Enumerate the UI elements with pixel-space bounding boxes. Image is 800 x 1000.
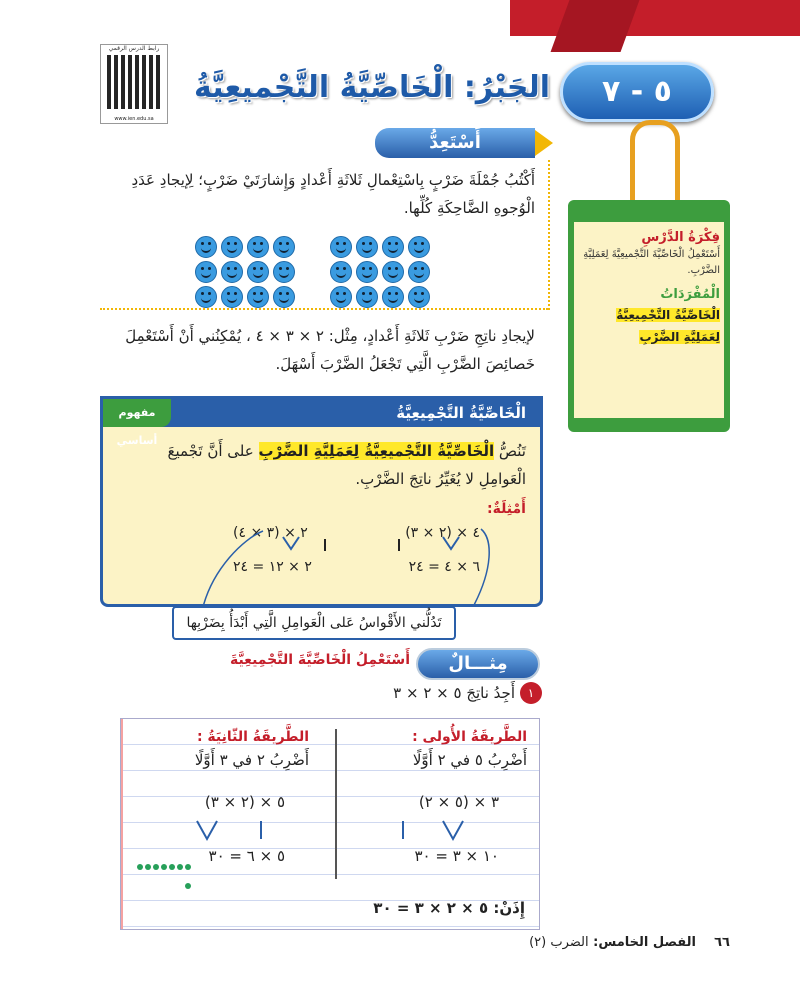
smiley-icon	[273, 261, 295, 283]
smiley-icon	[221, 261, 243, 283]
idea-text: أَسْتَعْمِلُ الْخَاصِّيَّةَ التَّجْميعِيَّةَ لِعَمَلِيَّةِ الضَّرْبِ.	[583, 249, 720, 276]
smiley-icon	[273, 236, 295, 258]
example-subtitle: أَسْتَعْمِلُ الْخَاصِّيَّةَ التَّجْمِيعِيَّةَ	[229, 652, 410, 668]
page-title: الجَبْرُ: الْخَاصِّيَّةُ التَّجْميعِيَّةُ	[194, 70, 550, 105]
smiley-icon	[273, 286, 295, 308]
prepare-text: أَكْتُبُ جُمْلَةَ ضَرْبٍ بِاسْتِعْمالِ ثَلاثَةِ أَعْدادٍ وَإِشارَتَيْ ضَرْبٍ؛ لِإيجادِ عَدَدِ الْوُجوهِ الضَّاحِكَةِ كُلِّها.	[131, 171, 535, 217]
chapter-name: الضرب (٢)	[529, 935, 589, 950]
prepare-heading: أَسْتَعِدُّ	[375, 128, 535, 158]
qr-caption: رابط الدرس الرقمي	[108, 45, 160, 52]
solution-notebook	[120, 718, 540, 930]
page-number: ٦٦	[714, 935, 730, 950]
section-divider	[100, 308, 548, 310]
solution-arrows	[121, 719, 539, 929]
smiley-icon	[356, 286, 378, 308]
vocab-term-2: لِعَمَلِيَّةِ الضَّرْبِ	[639, 330, 720, 344]
smiley-icon	[221, 286, 243, 308]
smiley-icon	[382, 236, 404, 258]
example-question: أَجِدُ ناتِجَ ٥ × ٢ × ٣	[393, 684, 515, 702]
smiley-icon	[382, 286, 404, 308]
smiley-icon	[247, 286, 269, 308]
smiley-icon	[247, 236, 269, 258]
smiley-icon	[408, 236, 430, 258]
smiley-icon	[195, 261, 217, 283]
conclusion: إِذَنْ: ٥ × ٢ × ٣ = ٣٠	[373, 899, 525, 917]
qr-code-icon	[107, 55, 161, 109]
key-concept-box	[100, 396, 543, 607]
concept-title: الْخَاصِّيَّةُ التَّجْمِيعِيَّةُ	[103, 399, 540, 427]
intro-text: لإيجادِ ناتِجِ ضَرْبِ ثَلاثَةِ أَعْدادٍ، مِثْل: ٢ × ٣ × ٤ ، يُمْكِنُني أَنْ أَسْتَعْمِلَ خَصائِصَ الضَّرْبِ الَّتِي تَجْعَلُ الضَّرْبَ أَسْهَلَ.	[125, 327, 535, 373]
faces-group-1	[195, 236, 295, 308]
method-2-expression: ٥ × (٢ × ٣)	[204, 793, 285, 811]
lesson-number-badge: ٥ - ٧	[560, 62, 714, 122]
top-ribbon	[510, 0, 800, 36]
concept-example-1: (٢ × ٣) × ٤	[405, 525, 480, 541]
parentheses-callout: تَدُلُّني الأَقْواسُ عَلى الْعَوامِلِ الَّتِي أَبْدَأُ بِضَرْبِها	[172, 606, 456, 640]
examples-label: أَمْثِلَةٌ:	[487, 501, 526, 517]
method-1-heading: الطَّريقَةُ الأُولى :	[412, 729, 527, 745]
faces-group-2	[330, 236, 430, 308]
smiley-icon	[356, 236, 378, 258]
smiley-icon	[195, 236, 217, 258]
method-1-step: أَضْرِبُ ٥ في ٢ أَوَّلًا	[412, 751, 527, 769]
smiley-icon	[330, 286, 352, 308]
ministry-logo-icon	[130, 856, 192, 886]
page-footer	[529, 935, 730, 950]
smiley-icon	[221, 236, 243, 258]
method-2-step: أَضْرِبُ ٢ في ٣ أَوَّلًا	[194, 751, 309, 769]
concept-highlight: الْخَاصِّيَّةُ التَّجْميعِيَّةُ لِعَمَلِيَّةِ الضَّرْبِ	[258, 442, 495, 460]
smiley-icon	[330, 236, 352, 258]
concept-arrows	[103, 399, 540, 604]
chapter-label: الفصل الخامس:	[593, 935, 697, 950]
smiley-icon	[382, 261, 404, 283]
smiley-icon	[356, 261, 378, 283]
example-heading: مِثـــالٌ	[416, 648, 540, 680]
prepare-arrow-icon	[535, 130, 553, 156]
prepare-divider	[548, 160, 550, 310]
smiley-icon	[330, 261, 352, 283]
concept-text-post: على أَنَّ تَجْميعَ الْعَوامِلِ لا يُغَيِّرُ ناتِجَ الضَّرْبِ.	[167, 442, 526, 488]
method-1-result: ١٠ × ٣ = ٣٠	[414, 847, 499, 865]
idea-heading: فِكْرَةُ الدَّرْسِ	[641, 230, 720, 245]
example-number: ١	[520, 682, 542, 704]
vocab-heading: الْمُفْرَدَاتُ	[660, 287, 720, 302]
method-1-expression: (٥ × ٢) × ٣	[418, 793, 499, 811]
smiley-icon	[247, 261, 269, 283]
smiley-icon	[408, 261, 430, 283]
method-2-result: ٥ × ٦ = ٣٠	[208, 847, 285, 865]
smiley-icon	[408, 286, 430, 308]
qr-code-box[interactable]	[100, 44, 168, 124]
concept-example-2: ٢ × (٣ × ٤)	[233, 525, 308, 541]
vocab-term-1: الْخَاصِّيَّةُ التَّجْمِيعِيَّةُ	[616, 308, 720, 322]
concept-text-pre: تَنُصُّ	[494, 442, 526, 460]
qr-url: www.ien.edu.sa	[114, 116, 154, 122]
concept-example-2-result: ٢ × ١٢ = ٢٤	[233, 559, 312, 575]
concept-example-1-result: ٦ × ٤ = ٢٤	[408, 559, 480, 575]
smiley-icon	[195, 286, 217, 308]
method-2-heading: الطَّريقَةُ الثّانِيَةُ :	[196, 729, 309, 745]
concept-badge: مفهوم أساسي	[103, 399, 171, 427]
lesson-idea-tag	[568, 200, 730, 432]
